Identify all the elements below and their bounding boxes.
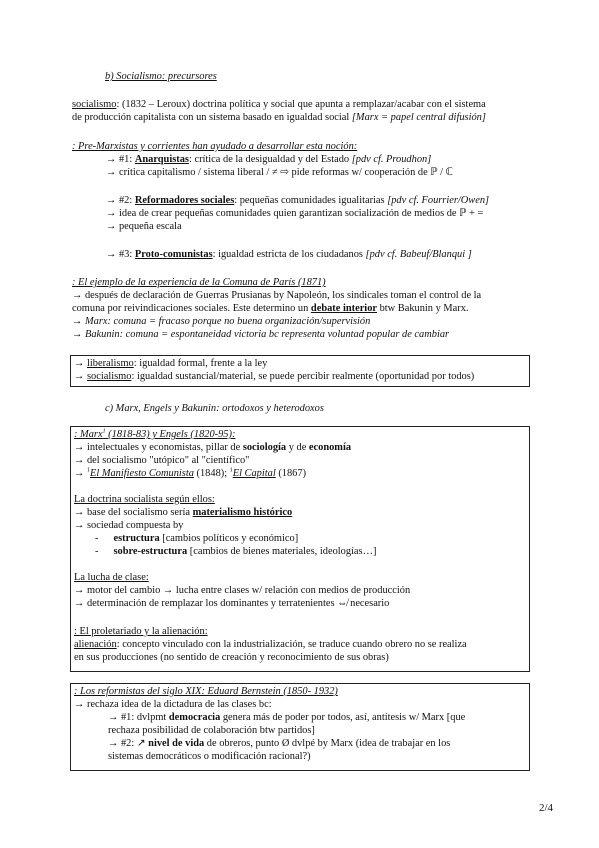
text: → #2: ↗ [108,738,149,749]
reform-line-4 [108,738,450,751]
term-sobre-estructura: sobre-estructura [113,546,188,557]
book-manifiesto: El Manifiesto Comunista [90,468,194,479]
lucha-line-1: → motor del cambio → lucha entre clases w/ relación con medios de producción [74,585,411,596]
premarx-item-3 [106,249,472,262]
lucha-heading: La lucha de clase: [74,572,149,583]
reform-line-2 [108,712,465,725]
reform-line-3: rechaza posibilidad de colaboración btw partidos] [108,725,315,736]
alienacion-line-2: en sus producciones (no sentido de creación y reconocimiento de sus obras) [74,652,389,663]
item-prefix: → #3: [106,249,135,260]
arrow: → [74,468,87,479]
doctrina-bullet-1 [95,533,298,546]
text: : igualdad sustancial/material, se puede percibir realmente (oportunidad por todos) [131,371,475,382]
definition-line-2: de producción capitalista con un sistema basado en igualdad social [72,112,352,123]
comuna-line-2 [72,303,469,316]
text: y de [286,442,309,453]
term-materialismo: materialismo histórico [192,507,293,518]
text: genera más de poder por todos, así, antítesis w/ Marx [que [220,712,466,723]
text: → #1: dvlpmt [108,712,169,723]
reform-line-5: sistemas democráticos o modificación racional?) [108,751,311,762]
text: : concepto vinculado con la industrialización, se traduce cuando obrero no se realiza [116,639,467,650]
doctrina-bullet-2 [95,546,376,559]
term-economia: economía [308,442,352,453]
term-nivel-de-vida: nivel de vida [148,738,205,749]
text: [cambios políticos y económico] [159,533,299,544]
compare-line-2 [74,371,474,384]
term-socialismo: socialismo [72,99,117,110]
premarx-item-2-detail: → idea de crear pequeñas comunidades quien garantizan socialización de medios de ℙ + = [106,208,484,219]
text: (1848); [193,468,230,479]
item-prefix: → #1: [106,154,135,165]
premarx-heading: : Pre-Marxistas y corrientes han ayudado a desarrollar esta noción: [72,141,358,152]
definition-line-1: : (1832 – Leroux) doctrina política y social que apunta a remplazar/acabar con el sistema [116,99,486,110]
item-text: : pequeñas comunidades igualitarias [234,195,388,206]
doctrina-line-1 [74,507,292,520]
term-estructura: estructura [113,533,160,544]
item-text: : crítica de la desigualdad y del Estado [188,154,352,165]
text: : Marx [74,429,103,440]
term-sociologia: sociología [242,442,287,453]
alienacion-line-1 [74,639,467,652]
term-reformadores: Reformadores sociales [134,195,235,206]
item-prefix: → #2: [106,195,135,206]
term-anarquistas: Anarquistas [134,154,189,165]
definition-note: [Marx = papel central difusión] [351,112,486,123]
book-capital: El Capital [232,468,276,479]
term-liberalismo: liberalismo [87,358,134,369]
term-democracia: democracia [168,712,221,723]
arrow: → [74,358,87,369]
comuna-heading: : El ejemplo de la experiencia de la Comuna de París (1871) [72,277,326,288]
term-socialismo: socialismo [87,371,132,382]
term-debate: debate interior [310,303,377,314]
text: (1867) [275,468,307,479]
marx-heading [74,429,235,442]
footnote-mark: 1 [87,467,90,474]
section-c-title: c) Marx, Engels y Bakunin: ortodoxos y heterodoxos [105,403,324,414]
reformistas-box [70,683,530,771]
text: de obreros, punto Ø dvlpé by Marx (idea de trabajar en los [204,738,451,749]
item-ref: [pdv cf. Babeuf/Blanqui ] [365,249,472,260]
text: (1818-83) y Engels (1820-95): [105,429,236,440]
item-text: : igualdad estricta de los ciudadanos [212,249,366,260]
premarx-item-1-detail: → crítica capitalismo / sistema liberal / ≠ ⇨ pide reformas w/ cooperación de ℙ / ℂ [106,167,453,178]
comuna-line-bakunin: → Bakunin: comuna = espontaneidad victoria bc representa voluntad popular de cambiar [72,329,450,340]
comuna-line-marx: → Marx: comuna = fracaso porque no buena organización/supervisión [72,316,371,327]
premarx-item-2-detail-2: → pequeña escala [106,221,182,232]
liberalismo-socialismo-box [70,355,530,387]
premarx-item-2 [106,195,489,208]
text: comuna por reivindicaciones sociales. Este determino un [72,303,311,314]
comuna-line-1: → después de declaración de Guerras Prusianas by Napoleón, los sindicales toman el control de la [72,290,482,301]
text: → intelectuales y economistas, pillar de [74,442,243,453]
marx-line-2: → del socialismo "utópico" al "científico" [74,455,250,466]
marx-engels-box [70,426,530,672]
text: btw Bakunin y Marx. [377,303,469,314]
reformistas-heading: : Los reformistas del siglo XIX: Eduard Bernstein (1850- 1932) [74,686,338,697]
term-proto-comunistas: Proto-comunistas [134,249,213,260]
proletariado-heading: : El proletariado y la alienación: [74,626,208,637]
item-ref: [pdv cf. Proudhon] [351,154,432,165]
bullet: - [95,533,99,544]
page-number: 2/4 [539,802,554,814]
footnote-mark: 1 [102,428,106,435]
lucha-line-2: → determinación de remplazar los dominantes y terratenientes ⇎ necesario [74,598,390,609]
text: → base del socialismo sería [74,507,193,518]
item-ref: [pdv cf. Fourrier/Owen] [387,195,490,206]
marx-line-3 [74,468,306,481]
section-b-title: b) Socialismo: precursores [105,71,217,82]
compare-line-1 [74,358,267,371]
text: : igualdad formal, frente a la ley [133,358,268,369]
marx-line-1 [74,442,351,455]
reform-line-1: → rechaza idea de la dictadura de las clases bc: [74,699,272,710]
doctrina-line-2: → sociedad compuesta by [74,520,184,531]
text: [cambios de bienes materiales, ideologías…] [187,546,377,557]
premarx-item-1 [106,154,431,167]
doctrina-heading: La doctrina socialista según ellos: [74,494,215,505]
footnote-mark: 1 [229,467,233,474]
term-alienacion: alienación [74,639,117,650]
arrow: → [74,371,87,382]
bullet: - [95,546,99,557]
